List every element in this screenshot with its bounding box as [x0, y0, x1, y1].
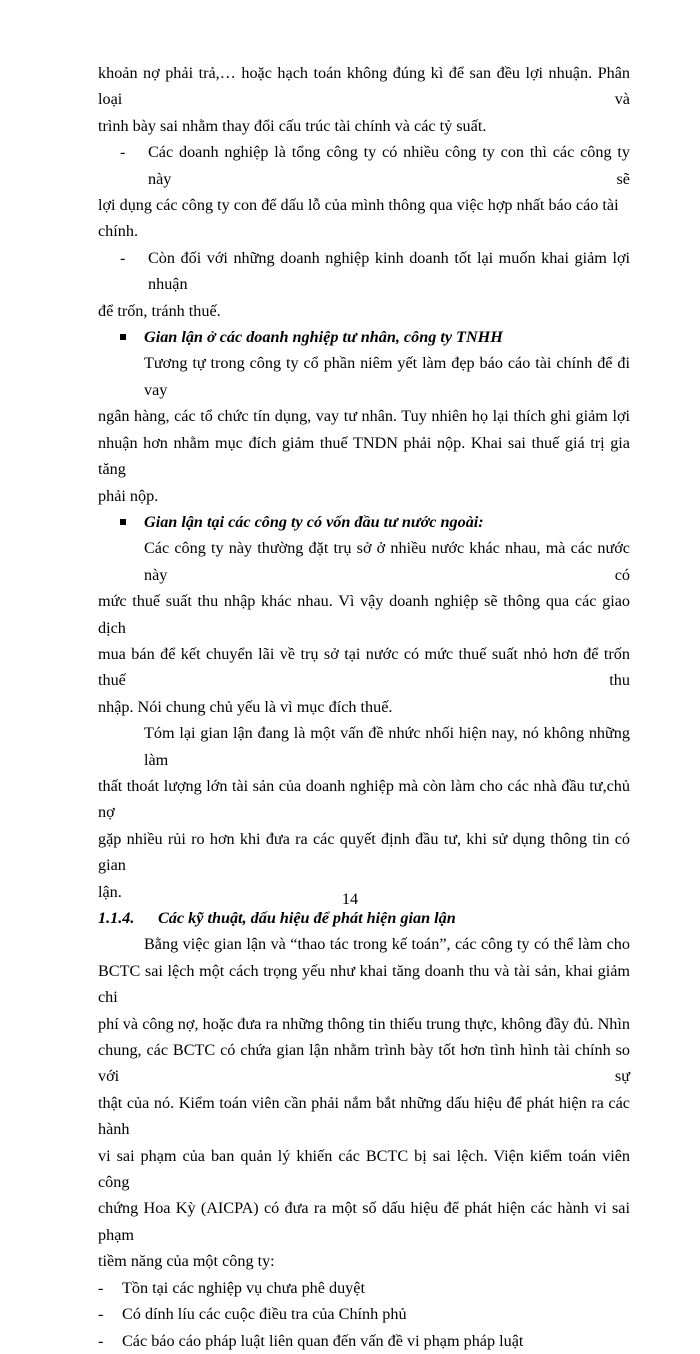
text-line: chung, các BCTC có chứa gian lận nhằm trình bày tốt hơn tình hình tài chính so với sự — [98, 1041, 630, 1086]
text-line: Còn đối với những doanh nghiệp kinh doanh tốt lại muốn khai giảm lợi nhuận — [148, 248, 630, 294]
dash-marker: - — [120, 248, 126, 267]
text-line: thật của nó. Kiểm toán viên cần phải nắm bắt những dấu hiệu để phát hiện ra các hành — [98, 1093, 630, 1139]
text-line: nhuận hơn nhằm mục đích giảm thuế TNDN phải nộp. Khai sai thuế giá trị gia tăng — [98, 433, 630, 479]
text-line: Tương tự trong công ty cổ phần niêm yết làm đẹp báo cáo tài chính để đi vay — [144, 354, 630, 399]
text-line: phí và công nợ, hoặc đưa ra những thông tin thiếu trung thực, không đầy đủ. Nhìn — [98, 1014, 630, 1033]
text-line: trình bày sai nhằm thay đổi cấu trúc tài chính và các tỷ suất. — [98, 116, 487, 135]
text-line: mức thuế suất thu nhập khác nhau. Vì vậy doanh nghiệp sẽ thông qua các giao dịch — [98, 592, 630, 637]
text-line: thất thoát lượng lớn tài sản của doanh nghiệp mà còn làm cho các nhà đầu tư,chủ nợ — [98, 776, 630, 822]
dash-marker: - — [98, 1331, 104, 1350]
text-line: Bằng việc gian lận và “thao tác trong kế toán”, các công ty có thể làm cho — [144, 935, 630, 954]
text-line: Tóm lại gian lận đang là một vấn đề nhức nhối hiện nay, nó không những làm — [144, 724, 630, 769]
text-line: khoản nợ phải trả,… hoặc hạch toán không đúng kì để san đều lợi nhuận. Phân loại và — [98, 64, 630, 109]
list-item: - Tồn tại các nghiệp vụ chưa phê duyệt — [98, 1275, 630, 1301]
text-line: nhập. Nói chung chủ yếu là vì mục đích thuế. — [98, 697, 393, 716]
list-item: - Các báo cáo pháp luật liên quan đến vấn đề vi phạm pháp luật — [98, 1328, 630, 1354]
section-number: 1.1.4. — [98, 909, 135, 927]
dash-marker: - — [98, 1278, 104, 1297]
section-title: Các kỹ thuật, dấu hiệu để phát hiện gian lận — [158, 909, 456, 927]
text-line: Các doanh nghiệp là tổng công ty có nhiều công ty con thì các công ty này sẽ — [148, 143, 630, 188]
text-line: BCTC sai lệch một cách trọng yếu như khai tăng doanh thu và tài sản, khai giảm chi — [98, 961, 630, 1007]
bullet-heading: Gian lận ở các doanh nghiệp tư nhân, công ty TNHH — [98, 324, 630, 350]
text-line: tiềm năng của một công ty: — [98, 1252, 275, 1271]
text-line: ngân hàng, các tổ chức tín dụng, vay tư nhân. Tuy nhiên họ lại thích ghi giảm lợi — [98, 407, 630, 426]
text-line: lận. — [98, 882, 122, 901]
bullet-heading: Gian lận tại các công ty có vốn đầu tư nước ngoài: — [98, 509, 630, 535]
dash-marker: - — [98, 1305, 104, 1324]
text-line: vi sai phạm của ban quản lý khiến các BCTC bị sai lệch. Viện kiểm toán viên công — [98, 1146, 630, 1192]
body-text — [98, 60, 630, 1354]
dash-item — [98, 139, 630, 245]
dash-marker: - — [120, 143, 126, 162]
page-number: 14 — [341, 890, 359, 908]
text-line: chứng Hoa Kỳ (AICPA) có đưa ra một số dấu hiệu để phát hiện các hành vi sai phạm — [98, 1199, 630, 1244]
text-line: mua bán để kết chuyển lãi về trụ sở tại nước có mức thuế suất nhỏ hơn để trốn thuế thu — [98, 644, 630, 690]
square-bullet-icon — [120, 519, 126, 525]
dash-item — [98, 245, 630, 324]
text-line: lợi dụng các công ty con để dấu lỗ của mình thông qua việc hợp nhất báo cáo tài chính. — [98, 196, 619, 241]
text-line: gặp nhiều rủi ro hơn khi đưa ra các quyết định đầu tư, khi sử dụng thông tin có gian — [98, 829, 630, 875]
square-bullet-icon — [120, 334, 126, 340]
text-line: để trốn, tránh thuế. — [98, 301, 221, 320]
text-line: phải nộp. — [98, 486, 159, 505]
list-item: - Có dính líu các cuộc điều tra của Chính phủ — [98, 1301, 630, 1327]
text-line: Các công ty này thường đặt trụ sở ở nhiều nước khác nhau, mà các nước này có — [144, 539, 630, 584]
